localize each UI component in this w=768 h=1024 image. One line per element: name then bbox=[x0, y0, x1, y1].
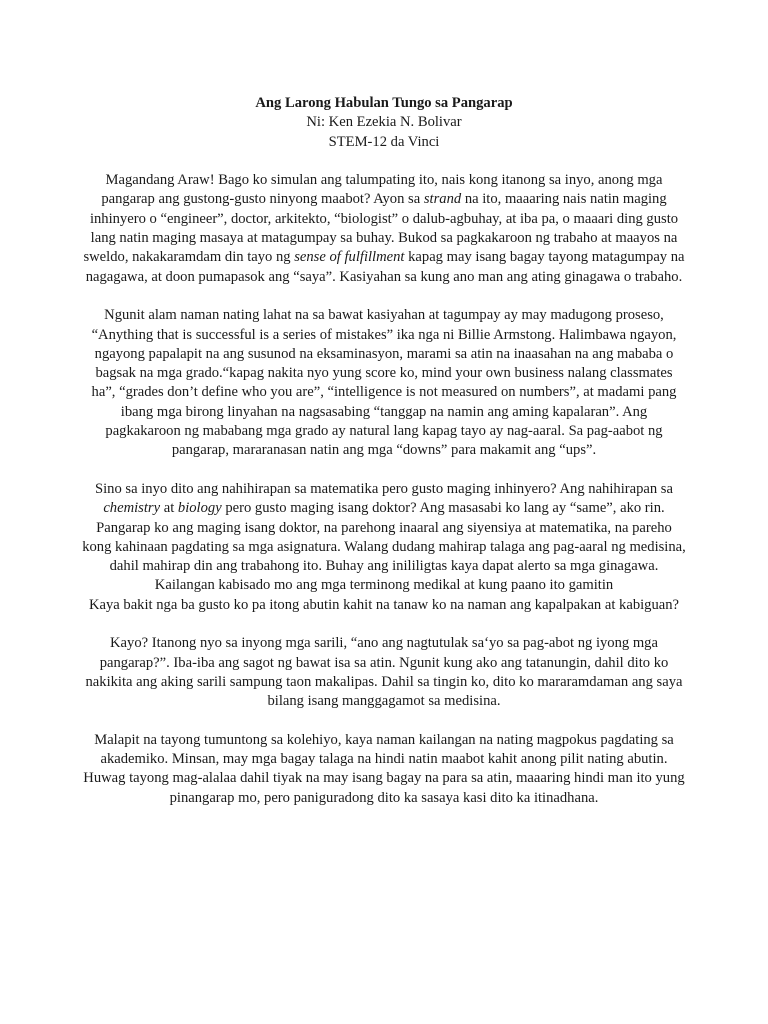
paragraph-text: Malapit na tayong tumuntong sa kolehiyo, kaya naman kailangan na nating magpokus pagdating sa akademiko. Minsan, may mga bagay talaga na hindi natin maabot kahit anong pilit nating abutin. Huwag tayong mag-alalaa dahil tiyak na may isang bagay na para sa atin, maaaring hindi man ito yung pinangarap mo, pero paniguradong dito ka sasaya kasi dito ka itinadhana. bbox=[83, 731, 685, 806]
italic-term: sense of fulfillment bbox=[294, 249, 405, 266]
paragraph-4 bbox=[82, 519, 686, 596]
paragraph-6 bbox=[82, 634, 686, 711]
paragraph-text: na ito, maaaring nais natin maging inhinyero o “engineer”, doctor, arkitekto, “biologist” o dalub-agbuhay, at iba pa, o maaari ding gusto lang natin maging masaya at matagumpay sa buhay. Bukod sa pagkakaroon ng trabaho at maayos na sweldo, nakakaramdam din tayo ng bbox=[83, 191, 679, 266]
paragraph-7 bbox=[82, 731, 686, 808]
document-header bbox=[82, 94, 686, 152]
paragraph-text: Kayo? Itanong nyo sa inyong mga sarili, “ano ang nagtutulak sa‘yo sa pag-abot ng iyong mga pangarap?”. Iba-iba ang sagot ng bawat isa sa atin. Ngunit kung ako ang tatanungin, dahil dito ko nakikita ang aking sarili sampung taon makalipas. Dahil sa tingin ko, dito ko mararamdaman ang saya bilang isang manggagamot sa medisina. bbox=[85, 635, 683, 710]
paragraph-text: at bbox=[160, 500, 178, 517]
paragraph-2 bbox=[82, 306, 686, 460]
paragraph-text: pero gusto maging isang doktor? Ang masasabi ko lang ay “same”, ako rin. bbox=[221, 500, 665, 517]
document-section: STEM-12 da Vinci bbox=[328, 133, 440, 150]
document-title: Ang Larong Habulan Tungo sa Pangarap bbox=[255, 95, 513, 111]
italic-term: strand bbox=[423, 191, 462, 208]
paragraph-text: Ngunit alam naman nating lahat na sa bawat kasiyahan at tagumpay ay may madugong proseso, “Anything that is successful is a series of mistakes” ika nga ni Billie Armstong. Halimbawa ngayon, ngayong papalapit na ang susunod na eksaminasyon, marami sa atin na inaasahan na ang mababa o bagsak na mga grado.“kapag nakita nyo yung score ko, mind your own business nalang classmates ha”, “grades don’t define who you are”, “intelligence is not measured on numbers”, at madami pang ibang mga birong linyahan na nagsasabing “tanggap na namin ang aming kapalaran”. Ang pagkakaroon ng mababang mga grado ay natural lang kapag tayo ay nag-aaral. Sa pag-aabot ng pangarap, mararanasan natin ang mga “downs” para makamit ang “ups”. bbox=[91, 307, 677, 459]
document-author: Ni: Ken Ezekia N. Bolivar bbox=[306, 114, 462, 131]
paragraph-text: kapag may isang bagay tayong matagumpay na nagagawa, at doon pumapasok ang “saya”. Kasiyahan sa kung ano man ang ating ginagawa o trabaho. bbox=[85, 249, 685, 285]
italic-term: biology bbox=[177, 500, 222, 517]
paragraph-text: Kaya bakit nga ba gusto ko pa itong abutin kahit na tanaw ko na naman ang kapalpakan at kabiguan? bbox=[88, 596, 680, 613]
document-page bbox=[82, 94, 686, 827]
italic-term: chemistry bbox=[103, 500, 161, 517]
paragraph-text: Pangarap ko ang maging isang doktor, na parehong inaaral ang siyensiya at matematika, na pareho kong kahinaan pagdating sa mga asignatura. Walang dudang mahirap talaga ang pag-aaral ng medisina, dahil mahirap din ang trabahong ito. Buhay ang inililigtas kaya dapat alerto sa mga ginagawa. Kailangan kabisado mo ang mga terminong medikal at kung paano ito gamitin bbox=[82, 519, 686, 594]
paragraph-1 bbox=[82, 171, 686, 287]
paragraph-text: Magandang Araw! Bago ko simulan ang talumpating ito, nais kong itanong sa inyo, anong mga pangarap ang gustong-gusto ninyong maabot? Ayon sa bbox=[101, 172, 663, 208]
paragraph-3 bbox=[82, 480, 686, 519]
paragraph-text: Sino sa inyo dito ang nahihirapan sa matematika pero gusto maging inhinyero? Ang nahihirapan sa bbox=[95, 480, 673, 497]
paragraph-5 bbox=[82, 596, 686, 615]
